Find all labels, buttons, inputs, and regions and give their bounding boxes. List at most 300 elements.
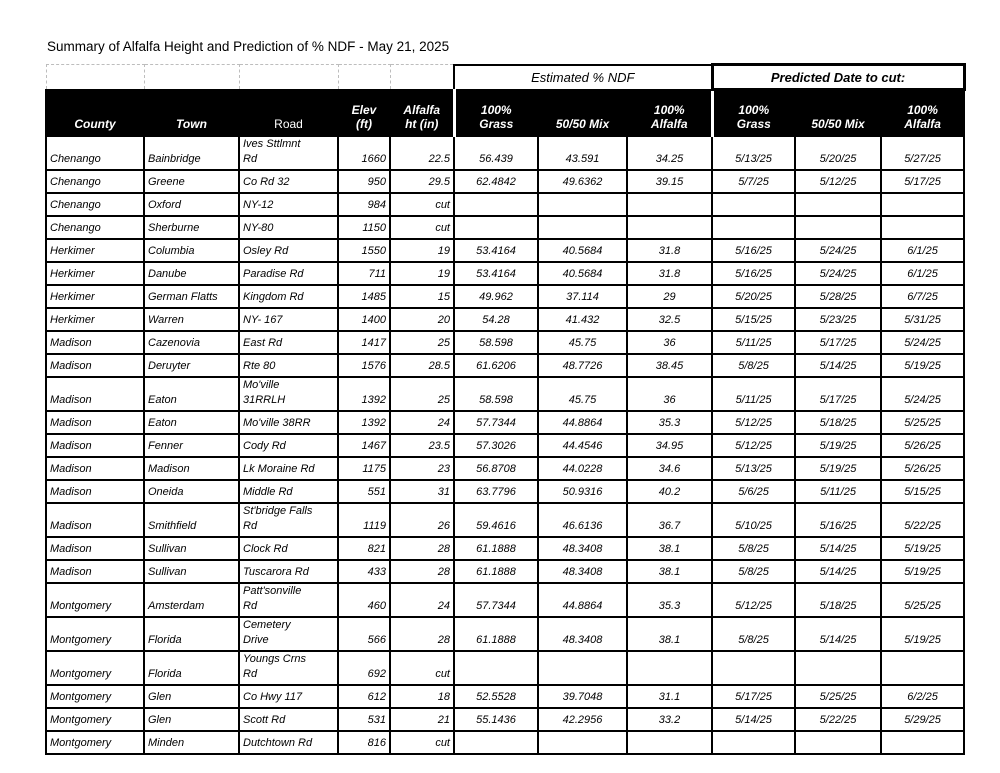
cell-date-alfalfa: 5/22/25	[881, 503, 964, 537]
cell-date-grass: 5/8/25	[712, 560, 795, 583]
cell-road: NY- 167	[239, 308, 338, 331]
cell-ndf-mix: 43.591	[538, 136, 627, 170]
table-row	[46, 617, 964, 651]
cell-alfalfa-ht: 18	[390, 685, 454, 708]
cell-county: Herkimer	[46, 285, 144, 308]
cell-ndf-grass: 52.5528	[454, 685, 538, 708]
empty-grid-cell	[338, 65, 390, 90]
cell-alfalfa-ht: 22.5	[390, 136, 454, 170]
table-row	[46, 285, 964, 308]
column-header-county: County	[46, 90, 144, 137]
cell-ndf-grass: 61.1888	[454, 560, 538, 583]
cell-ndf-grass	[454, 216, 538, 239]
cell-ndf-mix: 40.5684	[538, 239, 627, 262]
cell-ndf-mix: 40.5684	[538, 262, 627, 285]
cell-town: Oxford	[144, 193, 239, 216]
cell-elev: 1119	[338, 503, 390, 537]
cell-alfalfa-ht: 28	[390, 617, 454, 651]
cell-ndf-mix: 49.6362	[538, 170, 627, 193]
cell-road: Lk Moraine Rd	[239, 457, 338, 480]
cell-elev: 1150	[338, 216, 390, 239]
cell-ndf-alfalfa: 39.15	[627, 170, 712, 193]
cell-date-alfalfa: 6/2/25	[881, 685, 964, 708]
cell-date-alfalfa: 5/19/25	[881, 560, 964, 583]
empty-grid-cell	[46, 65, 144, 90]
cell-ndf-mix: 48.3408	[538, 560, 627, 583]
cell-date-mix: 5/24/25	[795, 239, 881, 262]
cell-date-grass: 5/13/25	[712, 136, 795, 170]
cell-county: Madison	[46, 377, 144, 411]
table-row	[46, 308, 964, 331]
cell-road: Kingdom Rd	[239, 285, 338, 308]
cell-date-mix: 5/17/25	[795, 331, 881, 354]
column-header-road: Road	[239, 90, 338, 137]
cell-date-grass: 5/6/25	[712, 480, 795, 503]
cell-date-grass: 5/14/25	[712, 708, 795, 731]
table-row	[46, 136, 964, 170]
cell-date-alfalfa: 5/26/25	[881, 434, 964, 457]
cell-ndf-alfalfa: 35.3	[627, 583, 712, 617]
cell-ndf-mix: 44.8864	[538, 583, 627, 617]
cell-town: Eaton	[144, 411, 239, 434]
cell-elev: 816	[338, 731, 390, 754]
cell-county: Chenango	[46, 216, 144, 239]
cell-town: Fenner	[144, 434, 239, 457]
cell-ndf-mix: 37.114	[538, 285, 627, 308]
empty-grid-cell	[239, 65, 338, 90]
cell-ndf-grass: 49.962	[454, 285, 538, 308]
cell-county: Madison	[46, 503, 144, 537]
cell-elev: 1485	[338, 285, 390, 308]
cell-ndf-mix	[538, 193, 627, 216]
cell-date-mix: 5/18/25	[795, 411, 881, 434]
cell-date-alfalfa	[881, 651, 964, 685]
cell-ndf-grass: 58.598	[454, 377, 538, 411]
column-header-alfalfa-ht: Alfalfa ht (in)	[390, 90, 454, 137]
cell-ndf-alfalfa: 31.1	[627, 685, 712, 708]
cell-elev: 566	[338, 617, 390, 651]
cell-county: Madison	[46, 411, 144, 434]
table-row	[46, 503, 964, 537]
cell-ndf-grass: 61.1888	[454, 537, 538, 560]
cell-elev: 1400	[338, 308, 390, 331]
cell-ndf-grass: 58.598	[454, 331, 538, 354]
cell-ndf-grass	[454, 651, 538, 685]
cell-ndf-mix	[538, 731, 627, 754]
cell-date-grass: 5/10/25	[712, 503, 795, 537]
table-row	[46, 708, 964, 731]
cell-town: Florida	[144, 651, 239, 685]
cell-town: Greene	[144, 170, 239, 193]
table-body	[46, 136, 964, 754]
cell-elev: 692	[338, 651, 390, 685]
cell-date-mix: 5/14/25	[795, 617, 881, 651]
cell-road: St'bridge Falls Rd	[239, 503, 338, 537]
cell-ndf-alfalfa: 32.5	[627, 308, 712, 331]
cell-elev: 433	[338, 560, 390, 583]
cell-county: Madison	[46, 354, 144, 377]
cell-ndf-grass	[454, 193, 538, 216]
group-header-row	[46, 65, 964, 90]
cell-date-grass: 5/7/25	[712, 170, 795, 193]
cell-date-alfalfa: 6/7/25	[881, 285, 964, 308]
cell-alfalfa-ht: 19	[390, 262, 454, 285]
cell-county: Montgomery	[46, 617, 144, 651]
cell-ndf-alfalfa: 31.8	[627, 239, 712, 262]
cell-ndf-grass: 57.7344	[454, 411, 538, 434]
cell-alfalfa-ht: 15	[390, 285, 454, 308]
cell-county: Chenango	[46, 193, 144, 216]
cell-ndf-grass: 61.6206	[454, 354, 538, 377]
cell-date-mix: 5/19/25	[795, 434, 881, 457]
cell-alfalfa-ht: 28	[390, 537, 454, 560]
table-row	[46, 170, 964, 193]
cell-date-grass: 5/11/25	[712, 331, 795, 354]
column-header-ndf-grass: 100% Grass	[454, 90, 538, 137]
cell-alfalfa-ht: cut	[390, 216, 454, 239]
cell-elev: 1175	[338, 457, 390, 480]
cell-ndf-mix: 50.9316	[538, 480, 627, 503]
cell-ndf-grass: 54.28	[454, 308, 538, 331]
cell-town: Cazenovia	[144, 331, 239, 354]
cell-ndf-alfalfa: 34.95	[627, 434, 712, 457]
cell-ndf-mix: 45.75	[538, 331, 627, 354]
cell-ndf-alfalfa: 34.25	[627, 136, 712, 170]
cell-road: East Rd	[239, 331, 338, 354]
group-header-estimated-ndf: Estimated % NDF	[454, 65, 712, 90]
table-row	[46, 331, 964, 354]
cell-county: Madison	[46, 331, 144, 354]
cell-ndf-mix: 41.432	[538, 308, 627, 331]
cell-road: Ives Sttlmnt Rd	[239, 136, 338, 170]
table-row	[46, 411, 964, 434]
cell-road: Tuscarora Rd	[239, 560, 338, 583]
cell-date-alfalfa	[881, 731, 964, 754]
cell-elev: 984	[338, 193, 390, 216]
cell-road: Rte 80	[239, 354, 338, 377]
cell-ndf-mix: 44.4546	[538, 434, 627, 457]
cell-ndf-grass: 57.3026	[454, 434, 538, 457]
cell-date-alfalfa: 6/1/25	[881, 239, 964, 262]
cell-county: Montgomery	[46, 708, 144, 731]
table-row	[46, 457, 964, 480]
table-row	[46, 583, 964, 617]
cell-road: Paradise Rd	[239, 262, 338, 285]
cell-date-mix: 5/28/25	[795, 285, 881, 308]
cell-date-alfalfa: 6/1/25	[881, 262, 964, 285]
cell-ndf-alfalfa: 35.3	[627, 411, 712, 434]
cell-ndf-alfalfa: 38.1	[627, 537, 712, 560]
cell-road: Youngs Crns Rd	[239, 651, 338, 685]
cell-date-alfalfa: 5/31/25	[881, 308, 964, 331]
cell-alfalfa-ht: 24	[390, 411, 454, 434]
cell-date-mix	[795, 731, 881, 754]
cell-road: Dutchtown Rd	[239, 731, 338, 754]
cell-town: Minden	[144, 731, 239, 754]
cell-ndf-alfalfa: 36.7	[627, 503, 712, 537]
cell-ndf-alfalfa: 36	[627, 331, 712, 354]
cell-ndf-alfalfa: 36	[627, 377, 712, 411]
cell-date-grass: 5/16/25	[712, 239, 795, 262]
cell-road: Cody Rd	[239, 434, 338, 457]
cell-date-mix: 5/11/25	[795, 480, 881, 503]
cell-date-grass: 5/8/25	[712, 354, 795, 377]
cell-road: Osley Rd	[239, 239, 338, 262]
column-header-town: Town	[144, 90, 239, 137]
cell-date-grass: 5/20/25	[712, 285, 795, 308]
cell-date-mix	[795, 651, 881, 685]
column-header-date-grass: 100% Grass	[712, 90, 795, 137]
cell-date-alfalfa	[881, 193, 964, 216]
cell-ndf-mix: 42.2956	[538, 708, 627, 731]
cell-date-grass: 5/12/25	[712, 434, 795, 457]
cell-ndf-alfalfa: 33.2	[627, 708, 712, 731]
page-title: Summary of Alfalfa Height and Prediction of % NDF - May 21, 2025	[47, 39, 450, 54]
cell-alfalfa-ht: 26	[390, 503, 454, 537]
cell-town: Sullivan	[144, 560, 239, 583]
cell-date-alfalfa: 5/19/25	[881, 354, 964, 377]
cell-elev: 1576	[338, 354, 390, 377]
cell-alfalfa-ht: 23.5	[390, 434, 454, 457]
cell-county: Montgomery	[46, 731, 144, 754]
cell-road: Co Hwy 117	[239, 685, 338, 708]
cell-date-mix: 5/22/25	[795, 708, 881, 731]
cell-date-grass: 5/13/25	[712, 457, 795, 480]
cell-date-grass: 5/12/25	[712, 411, 795, 434]
cell-date-alfalfa: 5/24/25	[881, 377, 964, 411]
cell-ndf-grass: 53.4164	[454, 239, 538, 262]
cell-date-grass: 5/17/25	[712, 685, 795, 708]
cell-county: Chenango	[46, 170, 144, 193]
cell-county: Herkimer	[46, 239, 144, 262]
cell-date-mix: 5/16/25	[795, 503, 881, 537]
table-row	[46, 685, 964, 708]
cell-town: Deruyter	[144, 354, 239, 377]
cell-alfalfa-ht: 25	[390, 331, 454, 354]
table-row	[46, 560, 964, 583]
cell-date-grass: 5/8/25	[712, 537, 795, 560]
cell-date-grass	[712, 216, 795, 239]
column-header-ndf-alfalfa: 100% Alfalfa	[627, 90, 712, 137]
cell-date-grass: 5/16/25	[712, 262, 795, 285]
cell-alfalfa-ht: 31	[390, 480, 454, 503]
cell-date-mix: 5/19/25	[795, 457, 881, 480]
cell-elev: 531	[338, 708, 390, 731]
cell-date-mix: 5/14/25	[795, 354, 881, 377]
cell-town: Warren	[144, 308, 239, 331]
cell-road: Mo'ville 38RR	[239, 411, 338, 434]
cell-date-mix: 5/23/25	[795, 308, 881, 331]
cell-county: Montgomery	[46, 651, 144, 685]
cell-date-alfalfa: 5/19/25	[881, 617, 964, 651]
cell-town: Danube	[144, 262, 239, 285]
cell-ndf-alfalfa	[627, 731, 712, 754]
empty-grid-cell	[144, 65, 239, 90]
cell-ndf-mix: 44.8864	[538, 411, 627, 434]
cell-date-alfalfa: 5/26/25	[881, 457, 964, 480]
table-row	[46, 239, 964, 262]
table-row	[46, 651, 964, 685]
cell-ndf-mix: 48.7726	[538, 354, 627, 377]
cell-date-grass: 5/12/25	[712, 583, 795, 617]
cell-date-mix: 5/17/25	[795, 377, 881, 411]
cell-ndf-alfalfa: 40.2	[627, 480, 712, 503]
cell-ndf-grass: 63.7796	[454, 480, 538, 503]
cell-elev: 1392	[338, 377, 390, 411]
cell-town: German Flatts	[144, 285, 239, 308]
cell-date-alfalfa: 5/15/25	[881, 480, 964, 503]
cell-date-alfalfa	[881, 216, 964, 239]
cell-county: Montgomery	[46, 583, 144, 617]
cell-date-mix: 5/24/25	[795, 262, 881, 285]
cell-date-grass	[712, 731, 795, 754]
cell-ndf-mix	[538, 651, 627, 685]
cell-date-mix: 5/14/25	[795, 537, 881, 560]
cell-alfalfa-ht: 28	[390, 560, 454, 583]
cell-date-alfalfa: 5/24/25	[881, 331, 964, 354]
cell-date-grass	[712, 193, 795, 216]
column-header-date-mix: 50/50 Mix	[795, 90, 881, 137]
cell-county: Madison	[46, 560, 144, 583]
cell-town: Florida	[144, 617, 239, 651]
cell-county: Madison	[46, 457, 144, 480]
cell-elev: 821	[338, 537, 390, 560]
cell-ndf-alfalfa	[627, 193, 712, 216]
cell-date-mix: 5/18/25	[795, 583, 881, 617]
cell-date-alfalfa: 5/19/25	[881, 537, 964, 560]
column-header-elev: Elev (ft)	[338, 90, 390, 137]
cell-alfalfa-ht: 28.5	[390, 354, 454, 377]
cell-date-mix: 5/20/25	[795, 136, 881, 170]
cell-elev: 551	[338, 480, 390, 503]
cell-ndf-grass: 62.4842	[454, 170, 538, 193]
table-row	[46, 434, 964, 457]
cell-town: Glen	[144, 685, 239, 708]
cell-date-alfalfa: 5/17/25	[881, 170, 964, 193]
table-row	[46, 377, 964, 411]
alfalfa-table	[45, 63, 966, 755]
cell-alfalfa-ht: cut	[390, 651, 454, 685]
cell-elev: 1467	[338, 434, 390, 457]
cell-ndf-grass: 55.1436	[454, 708, 538, 731]
cell-alfalfa-ht: 23	[390, 457, 454, 480]
cell-town: Sherburne	[144, 216, 239, 239]
cell-county: Chenango	[46, 136, 144, 170]
cell-town: Madison	[144, 457, 239, 480]
cell-alfalfa-ht: cut	[390, 193, 454, 216]
cell-alfalfa-ht: 19	[390, 239, 454, 262]
cell-road: NY-12	[239, 193, 338, 216]
table-row	[46, 262, 964, 285]
group-header-predicted-date: Predicted Date to cut:	[712, 65, 964, 90]
cell-elev: 612	[338, 685, 390, 708]
table-row	[46, 354, 964, 377]
cell-county: Madison	[46, 480, 144, 503]
cell-road: Patt'sonville Rd	[239, 583, 338, 617]
cell-town: Columbia	[144, 239, 239, 262]
cell-alfalfa-ht: 20	[390, 308, 454, 331]
table-row	[46, 193, 964, 216]
cell-ndf-grass: 56.439	[454, 136, 538, 170]
cell-date-grass	[712, 651, 795, 685]
cell-ndf-grass: 57.7344	[454, 583, 538, 617]
cell-town: Sullivan	[144, 537, 239, 560]
cell-date-mix: 5/25/25	[795, 685, 881, 708]
cell-date-grass: 5/15/25	[712, 308, 795, 331]
cell-road: Co Rd 32	[239, 170, 338, 193]
cell-county: Montgomery	[46, 685, 144, 708]
cell-elev: 1392	[338, 411, 390, 434]
cell-ndf-alfalfa: 29	[627, 285, 712, 308]
cell-ndf-alfalfa: 38.1	[627, 560, 712, 583]
cell-ndf-grass: 53.4164	[454, 262, 538, 285]
cell-ndf-grass: 59.4616	[454, 503, 538, 537]
cell-alfalfa-ht: cut	[390, 731, 454, 754]
cell-county: Madison	[46, 434, 144, 457]
cell-ndf-alfalfa	[627, 651, 712, 685]
table-row	[46, 216, 964, 239]
cell-town: Eaton	[144, 377, 239, 411]
cell-ndf-alfalfa	[627, 216, 712, 239]
cell-ndf-mix: 44.0228	[538, 457, 627, 480]
cell-ndf-alfalfa: 38.45	[627, 354, 712, 377]
cell-alfalfa-ht: 29.5	[390, 170, 454, 193]
cell-elev: 1550	[338, 239, 390, 262]
cell-ndf-grass: 61.1888	[454, 617, 538, 651]
column-header-ndf-mix: 50/50 Mix	[538, 90, 627, 137]
cell-date-mix: 5/12/25	[795, 170, 881, 193]
cell-road: Mo'ville 31RRLH	[239, 377, 338, 411]
cell-town: Bainbridge	[144, 136, 239, 170]
table-row	[46, 537, 964, 560]
cell-county: Herkimer	[46, 262, 144, 285]
cell-date-alfalfa: 5/25/25	[881, 583, 964, 617]
cell-town: Glen	[144, 708, 239, 731]
cell-ndf-alfalfa: 38.1	[627, 617, 712, 651]
cell-ndf-mix	[538, 216, 627, 239]
cell-county: Madison	[46, 537, 144, 560]
cell-date-mix	[795, 193, 881, 216]
cell-date-alfalfa: 5/29/25	[881, 708, 964, 731]
cell-road: Middle Rd	[239, 480, 338, 503]
empty-grid-cell	[390, 65, 454, 90]
cell-ndf-mix: 45.75	[538, 377, 627, 411]
cell-road: Cemetery Drive	[239, 617, 338, 651]
cell-road: Scott Rd	[239, 708, 338, 731]
cell-town: Oneida	[144, 480, 239, 503]
cell-elev: 950	[338, 170, 390, 193]
cell-alfalfa-ht: 21	[390, 708, 454, 731]
cell-elev: 1417	[338, 331, 390, 354]
cell-ndf-grass: 56.8708	[454, 457, 538, 480]
cell-town: Smithfield	[144, 503, 239, 537]
cell-ndf-mix: 46.6136	[538, 503, 627, 537]
cell-town: Amsterdam	[144, 583, 239, 617]
cell-ndf-alfalfa: 31.8	[627, 262, 712, 285]
cell-ndf-mix: 48.3408	[538, 537, 627, 560]
cell-ndf-mix: 39.7048	[538, 685, 627, 708]
cell-date-grass: 5/11/25	[712, 377, 795, 411]
cell-ndf-mix: 48.3408	[538, 617, 627, 651]
cell-alfalfa-ht: 25	[390, 377, 454, 411]
cell-ndf-grass	[454, 731, 538, 754]
cell-elev: 711	[338, 262, 390, 285]
cell-date-mix	[795, 216, 881, 239]
cell-alfalfa-ht: 24	[390, 583, 454, 617]
column-header-row	[46, 90, 964, 137]
column-header-date-alfalfa: 100% Alfalfa	[881, 90, 964, 137]
cell-road: NY-80	[239, 216, 338, 239]
